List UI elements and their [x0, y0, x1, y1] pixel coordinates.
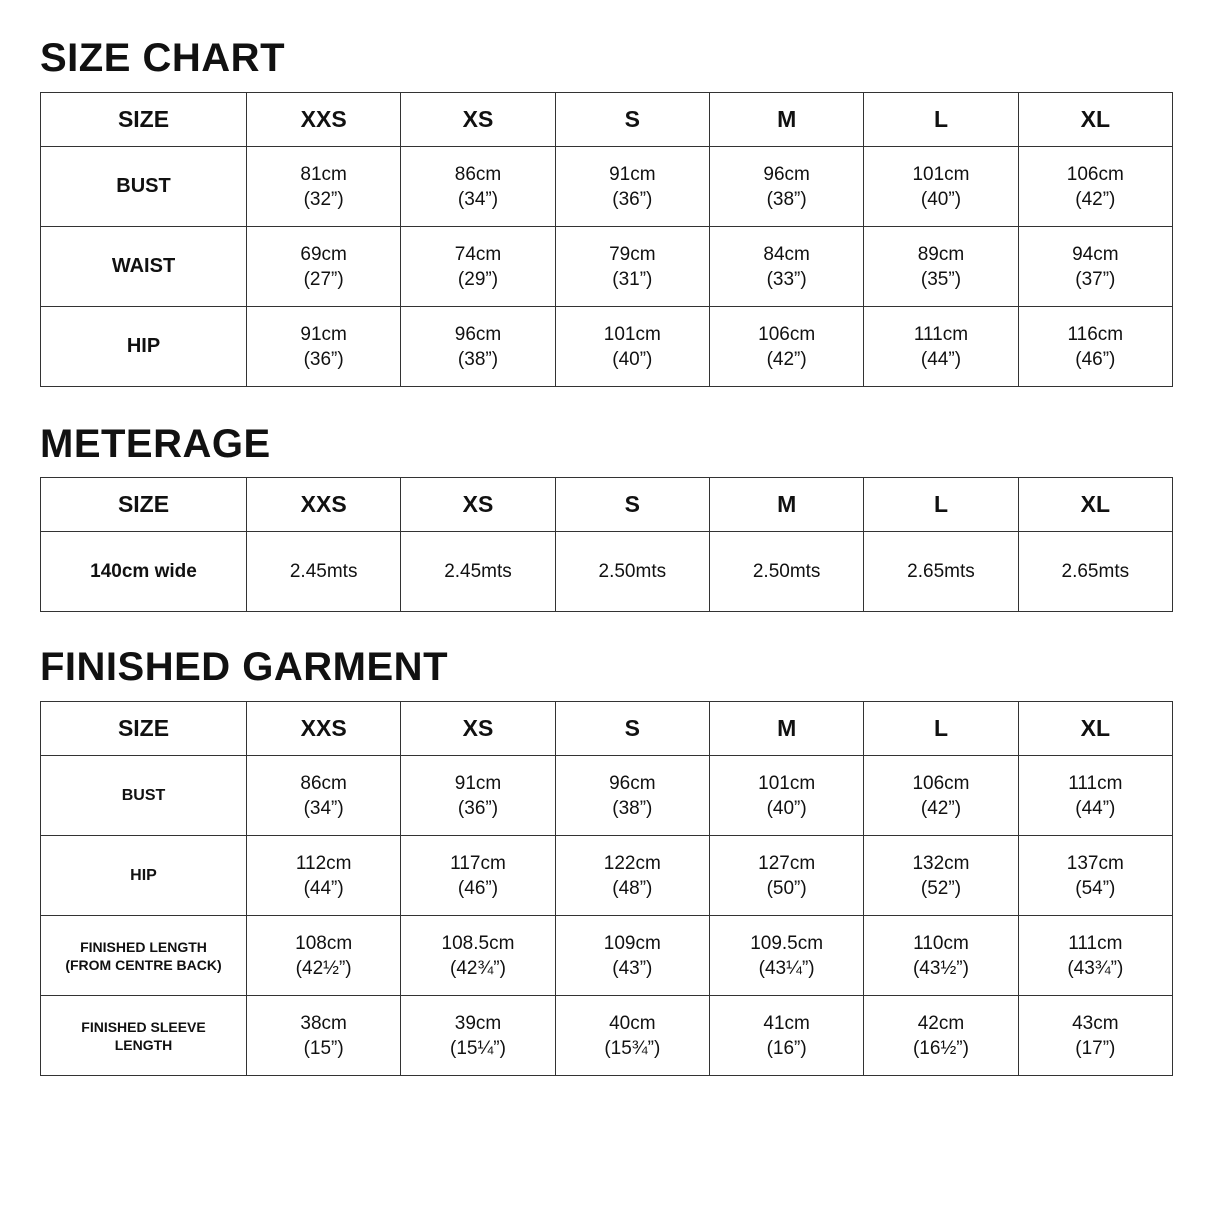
cell — [864, 227, 1018, 307]
cm-value: 101cm — [603, 323, 661, 345]
cell — [247, 916, 401, 996]
inch-value: (40”) — [766, 797, 807, 819]
cm-value: 112cm — [295, 852, 352, 874]
header-l: L — [864, 702, 1018, 756]
cell — [555, 227, 709, 307]
inch-value: (38”) — [457, 348, 499, 370]
header-size: SIZE — [41, 93, 247, 147]
cell — [247, 836, 401, 916]
inch-value: (36”) — [303, 348, 344, 370]
header-xl: XL — [1018, 93, 1172, 147]
row-label — [41, 996, 247, 1076]
inch-value: (34”) — [457, 188, 499, 210]
header-size: SIZE — [41, 478, 247, 532]
cell — [1018, 307, 1172, 387]
header-xs: XS — [401, 93, 555, 147]
inch-value: (16”) — [766, 1037, 807, 1059]
inch-value: (17”) — [1075, 1037, 1116, 1059]
cell — [864, 836, 1018, 916]
cm-value: 111cm — [913, 323, 969, 345]
inch-value: (34”) — [303, 797, 344, 819]
cell — [1018, 996, 1172, 1076]
header-xxs: XXS — [247, 93, 401, 147]
row-label-line2: LENGTH — [114, 1036, 173, 1053]
row-label — [41, 916, 247, 996]
cm-value: 101cm — [758, 772, 816, 794]
inch-value: (36”) — [457, 797, 499, 819]
cm-value: 69cm — [300, 243, 347, 265]
row-label-line1: FINISHED SLEEVE — [81, 1018, 206, 1035]
cell — [864, 996, 1018, 1076]
cell — [709, 147, 863, 227]
cell — [864, 916, 1018, 996]
cm-value: 108.5cm — [441, 932, 515, 954]
row-label-line2: (FROM CENTRE BACK) — [65, 956, 222, 973]
cm-value: 132cm — [912, 852, 970, 874]
cell: 2.50mts — [555, 532, 709, 612]
cm-value: 111cm — [1068, 932, 1123, 954]
cell — [247, 756, 401, 836]
cm-value: 86cm — [454, 163, 502, 185]
cell — [247, 996, 401, 1076]
cell — [709, 836, 863, 916]
inch-value: (54”) — [1075, 877, 1116, 899]
cm-value: 108cm — [295, 932, 353, 954]
cm-value: 41cm — [763, 1012, 810, 1034]
inch-value: (35”) — [920, 268, 962, 290]
cm-value: 39cm — [454, 1012, 502, 1034]
inch-value: (43”) — [612, 957, 653, 979]
cell — [555, 836, 709, 916]
cell — [1018, 147, 1172, 227]
row-label: HIP — [41, 836, 247, 916]
inch-value: (42½”) — [295, 957, 352, 979]
cell — [864, 147, 1018, 227]
cell — [401, 836, 555, 916]
header-xl: XL — [1018, 478, 1172, 532]
header-m: M — [709, 702, 863, 756]
inch-value: (32”) — [303, 188, 344, 210]
inch-value: (44”) — [303, 877, 344, 899]
inch-value: (33”) — [766, 268, 807, 290]
inch-value: (36”) — [612, 188, 653, 210]
cell: 2.45mts — [401, 532, 555, 612]
header-m: M — [709, 93, 863, 147]
inch-value: (42¾”) — [450, 957, 506, 979]
cell: 2.65mts — [1018, 532, 1172, 612]
cell — [709, 996, 863, 1076]
cm-value: 96cm — [454, 323, 502, 345]
cell: 2.50mts — [709, 532, 863, 612]
header-s: S — [555, 478, 709, 532]
table-row-bust — [41, 756, 1173, 836]
header-row — [41, 702, 1173, 756]
header-xxs: XXS — [247, 702, 401, 756]
cell: 2.45mts — [247, 532, 401, 612]
cell — [1018, 227, 1172, 307]
header-size: SIZE — [41, 702, 247, 756]
cm-value: 111cm — [1068, 772, 1123, 794]
inch-value: (16½”) — [912, 1037, 969, 1059]
cell — [555, 307, 709, 387]
cm-value: 122cm — [603, 852, 661, 874]
cell — [247, 147, 401, 227]
header-row — [41, 478, 1173, 532]
header-l: L — [864, 478, 1018, 532]
cm-value: 116cm — [1067, 323, 1124, 345]
inch-value: (29”) — [457, 268, 499, 290]
cell — [709, 916, 863, 996]
size-chart-title: SIZE CHART — [40, 36, 285, 80]
cell — [709, 307, 863, 387]
header-xs: XS — [401, 702, 555, 756]
cell — [247, 227, 401, 307]
cell — [401, 147, 555, 227]
header-s: S — [555, 702, 709, 756]
inch-value: (15”) — [303, 1037, 344, 1059]
cm-value: 42cm — [917, 1012, 965, 1034]
cm-value: 109cm — [603, 932, 661, 954]
header-xxs: XXS — [247, 478, 401, 532]
cm-value: 109.5cm — [750, 932, 824, 954]
inch-value: (15¾”) — [604, 1037, 661, 1059]
header-row — [41, 93, 1173, 147]
table-row-finished-sleeve-length — [41, 996, 1173, 1076]
cm-value: 74cm — [454, 243, 502, 265]
inch-value: (44”) — [1075, 797, 1116, 819]
header-m: M — [709, 478, 863, 532]
cell — [709, 756, 863, 836]
cell — [555, 756, 709, 836]
inch-value: (44”) — [920, 348, 962, 370]
cell — [247, 307, 401, 387]
cm-value: 91cm — [609, 163, 656, 185]
meterage-table — [40, 477, 1173, 612]
cell — [1018, 756, 1172, 836]
cell — [401, 916, 555, 996]
header-xs: XS — [401, 478, 555, 532]
cell — [555, 147, 709, 227]
cm-value: 106cm — [912, 772, 970, 794]
cm-value: 40cm — [609, 1012, 656, 1034]
cm-value: 106cm — [758, 323, 816, 345]
cell — [401, 227, 555, 307]
cm-value: 81cm — [300, 163, 347, 185]
inch-value: (46”) — [457, 877, 499, 899]
inch-value: (38”) — [766, 188, 807, 210]
cm-value: 127cm — [758, 852, 816, 874]
table-row-bust — [41, 147, 1173, 227]
row-label: WAIST — [41, 227, 247, 307]
table-row-hip — [41, 307, 1173, 387]
size-chart-table — [40, 92, 1173, 387]
cm-value: 110cm — [913, 932, 969, 954]
finished-garment-title: FINISHED GARMENT — [40, 645, 448, 689]
table-row-hip — [41, 836, 1173, 916]
table-row-finished-length — [41, 916, 1173, 996]
inch-value: (42”) — [766, 348, 807, 370]
cell — [709, 227, 863, 307]
inch-value: (38”) — [612, 797, 653, 819]
table-row-waist — [41, 227, 1173, 307]
cm-value: 84cm — [763, 243, 810, 265]
cm-value: 94cm — [1072, 243, 1119, 265]
meterage-title: METERAGE — [40, 422, 271, 466]
cm-value: 137cm — [1066, 852, 1124, 874]
inch-value: (48”) — [612, 877, 653, 899]
cm-value: 117cm — [450, 852, 506, 874]
row-label: BUST — [41, 147, 247, 227]
row-label-line1: FINISHED LENGTH — [80, 938, 207, 955]
cm-value: 106cm — [1066, 163, 1124, 185]
cm-value: 38cm — [300, 1012, 347, 1034]
cell — [1018, 836, 1172, 916]
header-l: L — [864, 93, 1018, 147]
inch-value: (52”) — [920, 877, 962, 899]
cell — [555, 996, 709, 1076]
cm-value: 43cm — [1072, 1012, 1119, 1034]
table-row-fabric-width — [41, 532, 1173, 612]
cm-value: 101cm — [912, 163, 970, 185]
inch-value: (40”) — [612, 348, 653, 370]
row-label: 140cm wide — [41, 532, 247, 612]
inch-value: (46”) — [1075, 348, 1116, 370]
cell — [401, 996, 555, 1076]
inch-value: (15¼”) — [450, 1037, 506, 1059]
inch-value: (43¼”) — [758, 957, 815, 979]
cell — [401, 307, 555, 387]
row-label: HIP — [41, 307, 247, 387]
cell — [864, 307, 1018, 387]
cell: 2.65mts — [864, 532, 1018, 612]
inch-value: (43½”) — [912, 957, 969, 979]
inch-value: (27”) — [303, 268, 344, 290]
inch-value: (40”) — [920, 188, 962, 210]
cm-value: 79cm — [609, 243, 656, 265]
cm-value: 96cm — [609, 772, 656, 794]
inch-value: (42”) — [1075, 188, 1116, 210]
cm-value: 91cm — [454, 772, 502, 794]
inch-value: (42”) — [920, 797, 962, 819]
header-s: S — [555, 93, 709, 147]
header-xl: XL — [1018, 702, 1172, 756]
cm-value: 86cm — [300, 772, 347, 794]
inch-value: (37”) — [1075, 268, 1116, 290]
cell — [1018, 916, 1172, 996]
row-label: BUST — [41, 756, 247, 836]
inch-value: (50”) — [766, 877, 807, 899]
cm-value: 89cm — [917, 243, 965, 265]
finished-garment-table — [40, 701, 1173, 1076]
cell — [555, 916, 709, 996]
cm-value: 91cm — [300, 323, 347, 345]
inch-value: (43¾”) — [1067, 957, 1124, 979]
cm-value: 96cm — [763, 163, 810, 185]
cell — [401, 756, 555, 836]
cell — [864, 756, 1018, 836]
inch-value: (31”) — [612, 268, 653, 290]
